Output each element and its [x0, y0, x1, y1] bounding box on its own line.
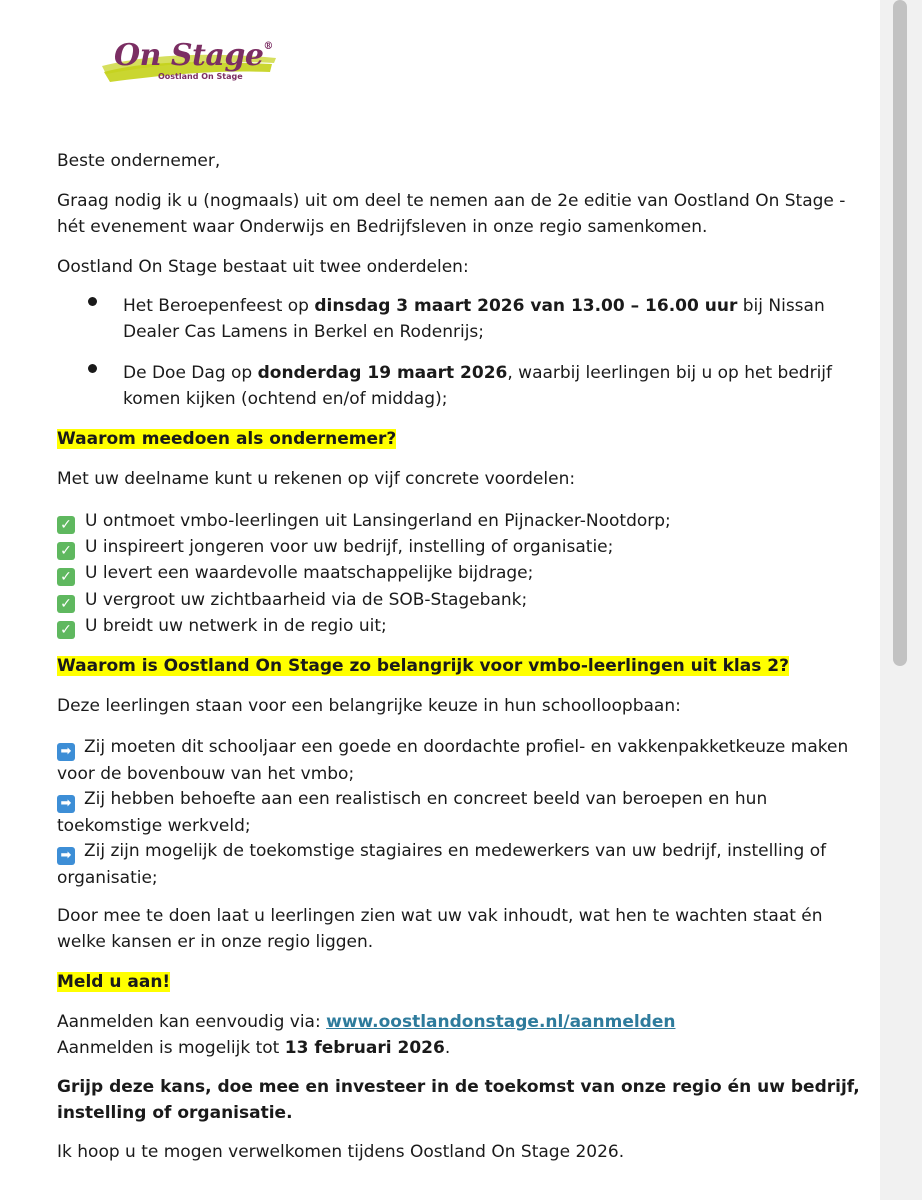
- parts-intro: Oostland On Stage bestaat uit twee onderdelen:: [57, 257, 469, 277]
- benefit-item: ✓ U ontmoet vmbo-leerlingen uit Lansingerland en Pijnacker-Nootdorp;: [57, 508, 671, 534]
- deadline-line: Aanmelden is mogelijk tot 13 februari 2026.: [57, 1038, 451, 1058]
- benefits-intro: Met uw deelname kunt u rekenen op vijf concrete voordelen:: [57, 469, 576, 489]
- benefit-item: ✓ U vergroot uw zichtbaarheid via de SOB-Stagebank;: [57, 587, 527, 613]
- check-icon: ✓: [57, 516, 75, 534]
- part-item-doe-dag: De Doe Dag op donderdag 19 maart 2026, waarbij leerlingen bij u op het bedrijf komen kijken (ochtend en/of middag);: [123, 363, 832, 409]
- students-intro: Deze leerlingen staan voor een belangrijke keuze in hun schoolloopbaan:: [57, 696, 681, 716]
- heading-signup: Meld u aan!: [57, 972, 171, 992]
- check-icon: ✓: [57, 542, 75, 560]
- bullet-dot: [88, 364, 97, 373]
- part-item-beroepenfeest: Het Beroepenfeest op dinsdag 3 maart 2026 van 13.00 – 16.00 uur bij Nissan Dealer Cas Lamens in Berkel en Rodenrijs;: [123, 296, 825, 342]
- greeting: Beste ondernemer,: [57, 151, 221, 171]
- closing-call-to-action: Grijp deze kans, doe mee en investeer in de toekomst van onze regio én uw bedrijf, instelling of organisatie.: [57, 1077, 860, 1123]
- arrow-right-icon: ➡: [57, 795, 75, 813]
- arrow-right-icon: ➡: [57, 743, 75, 761]
- on-stage-logo: [100, 36, 276, 96]
- benefit-item: ✓ U inspireert jongeren voor uw bedrijf, instelling of organisatie;: [57, 534, 613, 560]
- logo-title: On Stage®: [114, 38, 273, 73]
- benefit-item: ✓ U levert een waardevolle maatschappelijke bijdrage;: [57, 560, 533, 586]
- reason-item: ➡ Zij moeten dit schooljaar een goede en doordachte profiel- en vakkenpakketkeuze maken voor de bovenbouw van het vmbo;: [57, 737, 849, 784]
- signup-line: Aanmelden kan eenvoudig via: www.oostlandonstage.nl/aanmelden: [57, 1012, 676, 1032]
- closing-line: Ik hoop u te mogen verwelkomen tijdens Oostland On Stage 2026.: [57, 1142, 625, 1162]
- participation-paragraph: Door mee te doen laat u leerlingen zien wat uw vak inhoudt, wat hen te wachten staat én welke kansen er in onze regio liggen.: [57, 906, 823, 952]
- reason-item: ➡ Zij hebben behoefte aan een realistisch en concreet beeld van beroepen en hun toekomstige werkveld;: [57, 789, 768, 836]
- logo-subtitle: Oostland On Stage: [158, 72, 243, 81]
- heading-importance: Waarom is Oostland On Stage zo belangrijk voor vmbo-leerlingen uit klas 2?: [57, 656, 789, 676]
- benefit-item: ✓ U breidt uw netwerk in de regio uit;: [57, 613, 387, 639]
- heading-why-participate: Waarom meedoen als ondernemer?: [57, 429, 397, 449]
- signup-link[interactable]: www.oostlandonstage.nl/aanmelden: [326, 1012, 676, 1032]
- reason-item: ➡ Zij zijn mogelijk de toekomstige stagiaires en medewerkers van uw bedrijf, instelling of organisatie;: [57, 841, 827, 888]
- scrollbar-thumb[interactable]: [893, 0, 907, 666]
- intro-paragraph: Graag nodig ik u (nogmaals) uit om deel te nemen aan de 2e editie van Oostland On Stage - hét evenement waar Onderwijs en Bedrijfsleven in onze regio samenkomen.: [57, 191, 846, 237]
- check-icon: ✓: [57, 568, 75, 586]
- bullet-dot: [88, 297, 97, 306]
- arrow-right-icon: ➡: [57, 847, 75, 865]
- check-icon: ✓: [57, 621, 75, 639]
- check-icon: ✓: [57, 595, 75, 613]
